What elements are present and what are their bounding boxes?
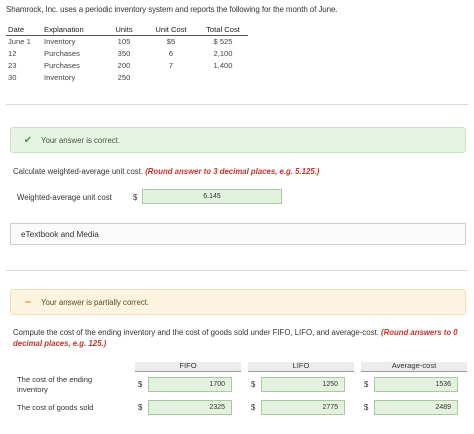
question-text: Calculate weighted-average unit cost.: [13, 167, 144, 176]
table-row: [6, 36, 248, 49]
inventory-table: [6, 25, 248, 84]
lifo-ending-inventory-input[interactable]: 1250: [261, 377, 345, 392]
cell-date: 23: [8, 61, 17, 70]
cell-explanation: Purchases: [44, 49, 80, 58]
row-label-ending-inventory: [17, 375, 92, 395]
cell-date: 30: [8, 73, 17, 82]
cell-total-cost: 1,400: [213, 61, 233, 70]
header-unit-cost: Unit Cost: [144, 25, 198, 36]
question-cost-methods: [13, 327, 463, 349]
cell-unit-cost: 6: [168, 49, 174, 58]
row-label-line: The cost of goods sold: [17, 403, 94, 412]
cell-units: 250: [117, 73, 131, 82]
cell-units: 350: [117, 49, 131, 58]
header-units: Units: [104, 25, 144, 36]
cell-date: 12: [8, 49, 17, 58]
section-divider: [6, 104, 468, 105]
weighted-average-input[interactable]: 6.145: [142, 189, 282, 204]
table-row: [6, 72, 248, 84]
cell-unit-cost: $5: [166, 37, 176, 46]
header-total-cost: Total Cost: [198, 25, 248, 36]
currency-symbol: $: [364, 403, 369, 412]
question-weighted-average: [13, 166, 319, 177]
header-explanation: Explanation: [44, 25, 104, 36]
problem-intro: Shamrock, Inc. uses a periodic inventory system and reports the following for the month of June.: [6, 5, 338, 14]
header-date: Date: [6, 25, 44, 36]
cell-unit-cost: [144, 72, 198, 84]
inventory-header-row: [6, 25, 248, 36]
cell-units: 105: [117, 37, 131, 46]
lifo-cogs-input[interactable]: 2775: [261, 400, 345, 415]
row-label-cogs: [17, 403, 93, 413]
currency-symbol: $: [364, 380, 369, 389]
rounding-hint-cont: decimal places, e.g. 125.): [13, 339, 107, 348]
cell-units: 200: [117, 61, 131, 70]
fifo-ending-inventory-input[interactable]: 1700: [148, 377, 232, 392]
currency-symbol: $: [251, 380, 256, 389]
currency-symbol: $: [251, 403, 256, 412]
column-header-fifo: FIFO: [135, 362, 241, 372]
currency-symbol: $: [133, 193, 138, 202]
cell-unit-cost: 7: [168, 61, 174, 70]
fifo-cogs-input[interactable]: 2325: [148, 400, 232, 415]
feedback-partial-banner: [10, 289, 466, 315]
etextbook-media-link[interactable]: eTextbook and Media: [10, 223, 466, 245]
check-icon: ✔: [23, 134, 33, 146]
section-divider: [6, 270, 468, 271]
row-label-line: The cost of the ending: [17, 375, 93, 384]
currency-symbol: $: [138, 403, 143, 412]
column-header-lifo: LIFO: [248, 362, 354, 372]
cell-total-cost: $ 525: [213, 37, 233, 46]
table-row: [6, 48, 248, 60]
currency-symbol: $: [138, 380, 143, 389]
average-cogs-input[interactable]: 2489: [374, 400, 458, 415]
cell-explanation: Inventory: [44, 73, 76, 82]
feedback-partial-text: Your answer is partially correct.: [41, 297, 150, 307]
column-header-average-cost: Average-cost: [361, 362, 467, 372]
cell-date: June 1: [8, 37, 31, 46]
question-text: Compute the cost of the ending inventory and the cost of goods sold under FIFO, LIFO, and average-cost.: [13, 328, 379, 337]
cell-explanation: Inventory: [44, 37, 76, 46]
cell-total-cost: [198, 72, 248, 84]
feedback-correct-text: Your answer is correct.: [41, 135, 121, 145]
cell-total-cost: 2,100: [213, 49, 233, 58]
table-row: [6, 60, 248, 72]
feedback-correct-banner: [10, 127, 466, 153]
average-ending-inventory-input[interactable]: 1536: [374, 377, 458, 392]
row-label-line: inventory: [17, 385, 48, 394]
rounding-hint: (Round answer to 3 decimal places, e.g. 5.125.): [145, 167, 320, 176]
weighted-average-label: Weighted-average unit cost: [17, 193, 112, 202]
dash-icon: –: [24, 296, 32, 308]
cell-explanation: Purchases: [44, 61, 80, 70]
rounding-hint: (Round answers to 0: [380, 328, 458, 337]
